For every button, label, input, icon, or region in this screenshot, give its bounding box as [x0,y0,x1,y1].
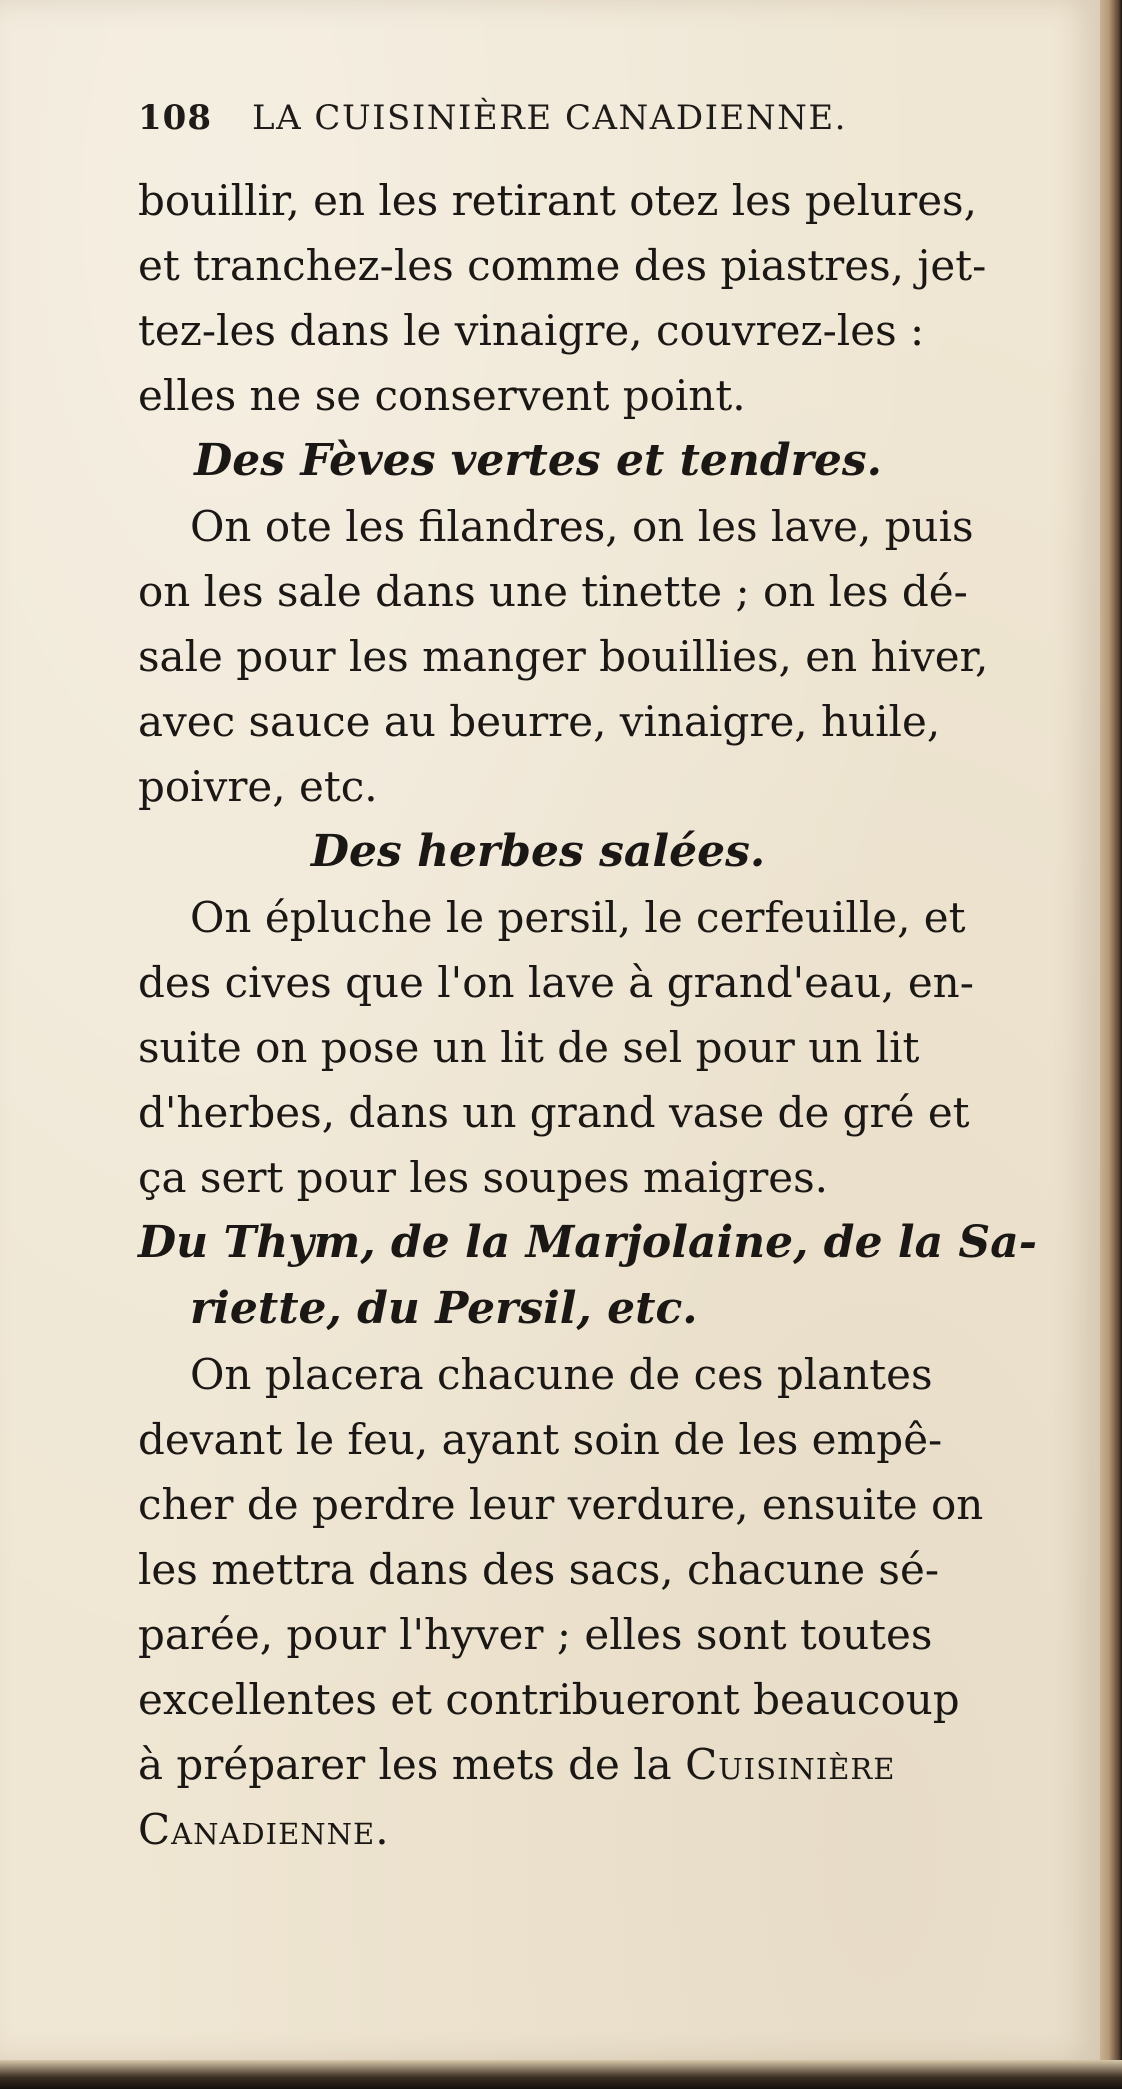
text-line: des cives que l'on lave à grand'eau, en- [138,958,974,1007]
text-line: tez-les dans le vinaigre, couvrez-les : [138,306,925,355]
text-fragment: à préparer les mets de la [138,1740,672,1789]
text-line: On placera chacune de ces plantes [190,1350,933,1399]
text-line [138,1732,938,1797]
heading-line: Du Thym, de la Marjolaine, de la Sa- [138,1217,1037,1268]
section-heading-green-beans: Des Fèves vertes et tendres. [194,435,882,486]
text-line: bouillir, en les retirant otez les pelures, [138,176,977,225]
text-line: On épluche le persil, le cerfeuille, et [190,893,966,942]
text-line: sale pour les manger bouillies, en hiver, [138,632,989,681]
page-edge-shadow [1100,0,1122,2089]
page-bottom-shadow [0,2060,1122,2089]
paragraph-salted-herbs [138,885,974,1210]
text-line: cher de perdre leur verdure, ensuite on [138,1480,984,1529]
text-line [138,1797,938,1862]
body-text [138,168,1037,1862]
section-heading-thyme [138,1210,1037,1342]
text-line: on les sale dans une tinette ; on les dé- [138,567,968,616]
running-title: LA CUISINIÈRE CANADIENNE. [251,98,847,138]
text-line: On ote les filandres, on les lave, puis [190,502,974,551]
text-line: elles ne se conservent point. [138,371,746,420]
text-line: suite on pose un lit de sel pour un lit [138,1023,920,1072]
text-line: avec sauce au beurre, vinaigre, huile, [138,697,941,746]
text-line: poivre, etc. [138,762,378,811]
book-title-smallcaps: Cuisinière [685,1740,896,1789]
page-number: 108 [138,98,212,138]
page-header [138,98,958,138]
section-heading-salted-herbs: Des herbes salées. [310,826,766,877]
book-title-smallcaps: Canadienne. [138,1805,390,1854]
text-line: ça sert pour les soupes maigres. [138,1153,829,1202]
text-line: devant le feu, ayant soin de les empê- [138,1415,943,1464]
paragraph-thyme [138,1342,984,1862]
heading-line: riette, du Persil, etc. [190,1283,698,1334]
paragraph-continuation [138,168,987,428]
text-line: excellentes et contribueront beaucoup [138,1675,960,1724]
text-line: et tranchez-les comme des piastres, jet- [138,241,987,290]
text-line: parée, pour l'hyver ; elles sont toutes [138,1610,933,1659]
text-line: les mettra dans des sacs, chacune sé- [138,1545,940,1594]
text-line: d'herbes, dans un grand vase de gré et [138,1088,970,1137]
paragraph-green-beans [138,494,989,819]
